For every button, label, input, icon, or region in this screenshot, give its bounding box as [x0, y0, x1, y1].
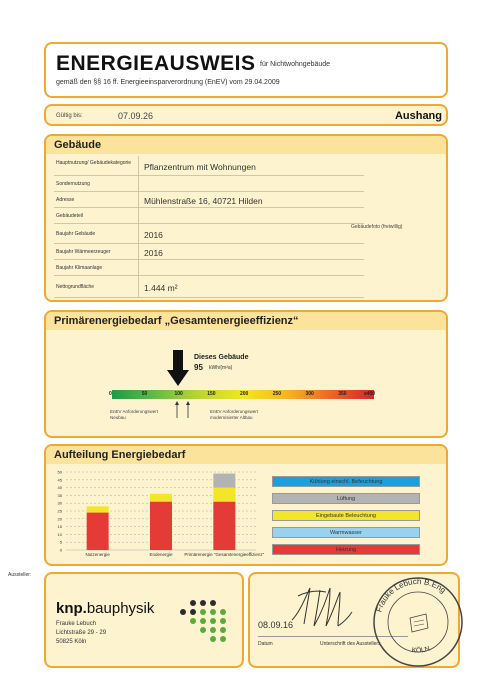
issuer-label: Aussteller:	[8, 572, 32, 578]
scale-tick: 150	[207, 391, 216, 397]
y-tick-label: 30	[57, 500, 62, 506]
row-divider	[138, 224, 139, 243]
y-tick-label: 25	[57, 508, 62, 514]
validity-value: 07.09.26	[118, 111, 154, 121]
bar-segment	[213, 474, 235, 488]
logo-dot	[210, 609, 216, 615]
building-row-value: 1.444 m²	[144, 282, 178, 293]
certificate-subtitle: gemäß den §§ 16 ff. Energieeinsparverordnung (EnEV) vom 29.04.2009	[56, 79, 280, 86]
logo-dot	[190, 618, 196, 624]
validity-row	[44, 104, 448, 126]
building-row-label: Sondernutzung	[56, 181, 90, 187]
issuer-name: Frauke Lebuch	[56, 621, 97, 627]
building-section-title: Gebäude	[54, 139, 102, 151]
y-tick-label: 0	[59, 547, 62, 553]
row-divider	[138, 260, 139, 275]
legend-item: Kühlung einschl. Befeuchtung	[272, 476, 420, 487]
scale-tick: 100	[174, 391, 183, 397]
certificate-header	[44, 42, 448, 98]
row-divider	[138, 208, 139, 223]
scale-tick: 250	[272, 391, 282, 397]
y-tick-label: 15	[57, 524, 62, 530]
building-row-label: Hauptnutzung/ Gebäudekategorie	[56, 160, 132, 166]
indicator-value: 95	[194, 363, 203, 372]
logo-dot	[190, 609, 196, 615]
building-row-value: 2016	[144, 247, 163, 258]
validity-label: Gültig bis:	[56, 113, 83, 119]
logo-dot	[220, 609, 226, 615]
logo-dot	[210, 600, 216, 606]
logo-dots-icon	[178, 598, 232, 644]
scale-tick: 300	[305, 391, 314, 397]
signature-icon	[286, 582, 376, 632]
legend-item: Heizung	[272, 544, 420, 555]
legend-item: Eingebaute Beleuchtung	[272, 510, 420, 521]
logo-bold: knp.	[56, 600, 87, 617]
certificate-title-suffix: für Nichtwohngebäude	[260, 61, 331, 68]
date-label: Datum	[258, 641, 273, 647]
building-row	[54, 156, 364, 176]
building-row	[54, 224, 364, 244]
y-tick-label: 45	[57, 477, 62, 483]
row-divider	[138, 244, 139, 259]
building-row	[54, 276, 364, 298]
scale-tick: 350	[338, 391, 347, 397]
y-tick-label: 20	[57, 516, 62, 522]
logo-dot	[200, 618, 206, 624]
legend-item: Warmwasser	[272, 527, 420, 538]
energy-split-section-title: Aufteilung Energiebedarf	[54, 449, 186, 461]
reference-modernized-building: EnEV Anforderungswert modernisierter Altbau	[210, 409, 259, 420]
primary-energy-section-title: Primärenergiebedarf „Gesamtenergieeffizienz“	[54, 315, 299, 327]
row-divider	[138, 176, 139, 191]
row-divider	[138, 276, 139, 297]
logo-dot	[220, 636, 226, 642]
building-row-value: 2016	[144, 229, 163, 240]
building-row-value: Mühlenstraße 16, 40721 Hilden	[144, 195, 263, 206]
row-divider	[138, 192, 139, 207]
logo-dot	[200, 627, 206, 633]
building-row	[54, 244, 364, 260]
y-tick-label: 10	[57, 531, 62, 537]
building-row-value: Pflanzentrum mit Wohnungen	[144, 161, 256, 172]
logo-dot	[180, 609, 186, 615]
posting-label: Aushang	[394, 110, 442, 122]
scale-tick: 50	[141, 391, 148, 397]
building-row	[54, 192, 364, 208]
energy-split-section-header	[46, 446, 446, 464]
bar-segment	[150, 502, 172, 550]
primary-energy-section	[44, 310, 448, 438]
y-tick-label: 5	[59, 539, 62, 545]
stamp-icon	[370, 574, 466, 670]
issuer-street: Lichtstraße 29 - 29	[56, 630, 107, 636]
building-section	[44, 134, 448, 302]
legend-item: Lüftung	[272, 493, 420, 504]
scale-tick: 0	[109, 391, 112, 397]
building-row	[54, 260, 364, 276]
x-category-label: Nutzenergie	[85, 552, 110, 557]
building-row-label: Baujahr Klimaanlage	[56, 265, 103, 271]
y-tick-label: 50	[57, 469, 62, 475]
y-tick-label: 40	[57, 485, 62, 491]
building-section-header	[46, 136, 446, 154]
energy-split-chart	[46, 466, 266, 566]
x-category-label: Endenergie	[149, 552, 173, 557]
x-category-label: Primärenergie "Gesamtenergieeffizienz"	[184, 552, 265, 557]
building-row-label: Baujahr Wärmeerzeuger	[56, 249, 111, 255]
logo-dot	[200, 609, 206, 615]
logo-dot	[220, 618, 226, 624]
building-row-label: Gebäudeteil	[56, 213, 83, 219]
issuer-city: 50825 Köln	[56, 639, 87, 645]
issuer-logo	[56, 600, 154, 617]
scale-tick: ≥400	[364, 391, 376, 397]
building-row	[54, 176, 364, 192]
row-divider	[138, 156, 139, 175]
indicator-label: Dieses Gebäude	[194, 354, 249, 361]
logo-dot	[200, 600, 206, 606]
building-row-label: Adresse	[56, 197, 75, 203]
issuer-section	[8, 572, 244, 668]
logo-dot	[210, 618, 216, 624]
certificate-title: ENERGIEAUSWEIS	[56, 52, 256, 75]
logo-dot	[220, 627, 226, 633]
bar-segment	[87, 506, 109, 512]
y-tick-label: 35	[57, 492, 62, 498]
stamp-text-top: Frauke Lebuch B.Eng	[374, 576, 448, 614]
scale-tick: 200	[240, 391, 249, 397]
building-row-label: Baujahr Gebäude	[56, 231, 96, 237]
logo-dot	[210, 627, 216, 633]
signature-label: Unterschrift des Ausstellers	[320, 641, 381, 647]
stamp-text-bottom: KÖLN	[411, 645, 431, 655]
signature-date: 08.09.16	[258, 620, 294, 630]
bar-segment	[87, 513, 109, 550]
svg-text:KÖLN	[411, 646, 431, 655]
building-row	[54, 208, 364, 224]
svg-text:Frauke Lebuch B.Eng	[374, 577, 447, 613]
energy-split-section	[44, 444, 448, 566]
building-photo-label: Gebäudefoto (freiwillig)	[351, 224, 403, 230]
logo-dot	[210, 636, 216, 642]
reference-arrows	[46, 312, 450, 440]
bar-segment	[213, 502, 235, 550]
reference-new-building: EnEV Anforderungswert Neubau	[110, 409, 159, 420]
indicator-unit: kWh/(m²a)	[209, 365, 233, 371]
bar-segment	[150, 494, 172, 502]
bar-segment	[213, 488, 235, 502]
logo-rest: bauphysik	[86, 600, 155, 617]
logo-dot	[190, 600, 196, 606]
building-row-label: Nettogrundfläche	[56, 284, 95, 290]
